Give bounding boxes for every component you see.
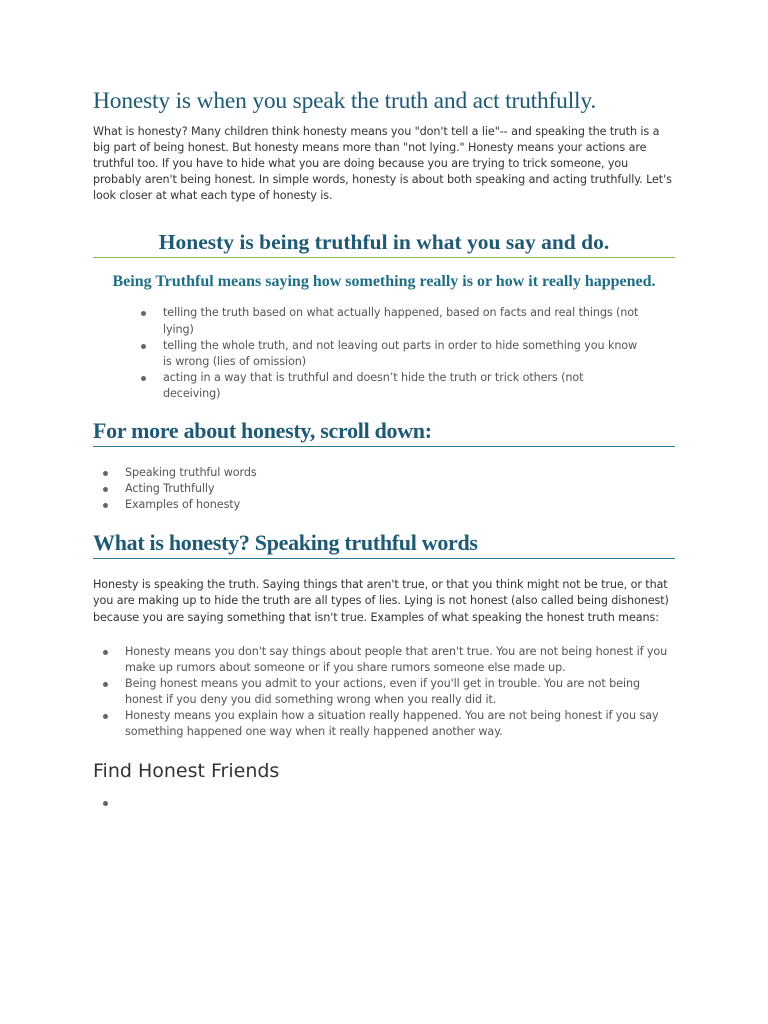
page-title: Honesty is when you speak the truth and act truthfully. xyxy=(93,88,597,114)
list-item-text: telling the whole truth, and not leaving out parts in order to hide something you know is wrong (lies of omission) xyxy=(163,338,638,368)
list-item-text: Being honest means you admit to your actions, even if you'll get in trouble. You are not being honest if you deny you did something wrong when you really did it. xyxy=(125,676,640,706)
list-item-link[interactable]: Speaking truthful words xyxy=(125,466,257,480)
list-item[interactable] xyxy=(99,497,675,513)
truthful-subheading: Being Truthful means saying how something really is or how it really happened. xyxy=(112,273,656,291)
friends-heading: Find Honest Friends xyxy=(93,760,280,783)
list-item xyxy=(137,370,642,402)
friends-list xyxy=(99,795,675,811)
list-item xyxy=(99,676,675,708)
bullet-icon xyxy=(141,376,146,381)
bullet-icon xyxy=(103,801,108,806)
bullet-icon xyxy=(103,503,108,508)
document-page xyxy=(93,84,675,811)
speaking-paragraph: Honesty is speaking the truth. Saying things that aren't true, or that you think might not be true, or that you are making up to hide the truth are all types of lies. Lying is not honest (also called being dishonest) because you are saying something that isn't true. Examples of what speaking the honest truth means: xyxy=(93,578,669,624)
intro-paragraph: What is honesty? Many children think honesty means you "don't tell a lie"-- and speaking the truth is a big part of being honest. But honesty means more than "not lying." Honesty means your actions are truthful too. If you have to hide what you are doing because you are trying to trick someone, you probably aren't being honest. In simple words, honesty is about both speaking and acting truthfully. Let's look closer at what each type of honesty is. xyxy=(93,125,672,203)
list-item[interactable] xyxy=(99,465,675,481)
more-about-heading: For more about honesty, scroll down: xyxy=(93,416,675,447)
more-about-list xyxy=(99,465,675,513)
list-item xyxy=(99,644,675,676)
bullet-icon xyxy=(103,650,108,655)
bullet-icon xyxy=(103,682,108,687)
speaking-list xyxy=(99,644,675,741)
bullet-icon xyxy=(103,714,108,719)
list-item xyxy=(137,305,642,337)
list-item xyxy=(99,795,675,811)
list-item-text: Honesty means you explain how a situation really happened. You are not being honest if you say something happened one way when it really happened another way. xyxy=(125,708,659,739)
bullet-icon xyxy=(141,344,146,349)
list-item-link[interactable]: Acting Truthfully xyxy=(125,482,215,496)
list-item-text: acting in a way that is truthful and doesn’t hide the truth or trick others (not deceiving) xyxy=(163,370,584,400)
list-item xyxy=(137,338,642,370)
list-item-link[interactable]: Examples of honesty xyxy=(125,498,241,512)
list-item xyxy=(99,708,675,740)
list-item[interactable] xyxy=(99,481,675,497)
bullet-icon xyxy=(103,487,108,492)
list-item-text: telling the truth based on what actually happened, based on facts and real things (not lying) xyxy=(163,306,639,336)
bullet-icon xyxy=(141,311,146,316)
speaking-heading: What is honesty? Speaking truthful words xyxy=(93,528,675,559)
list-item-text: Honesty means you don't say things about people that aren't true. You are not being honest if you make up rumors about someone or if you share rumors someone else made up. xyxy=(125,644,668,674)
truthful-list xyxy=(137,305,642,402)
truthful-heading: Honesty is being truthful in what you say and do. xyxy=(93,228,675,258)
bullet-icon xyxy=(103,471,108,476)
